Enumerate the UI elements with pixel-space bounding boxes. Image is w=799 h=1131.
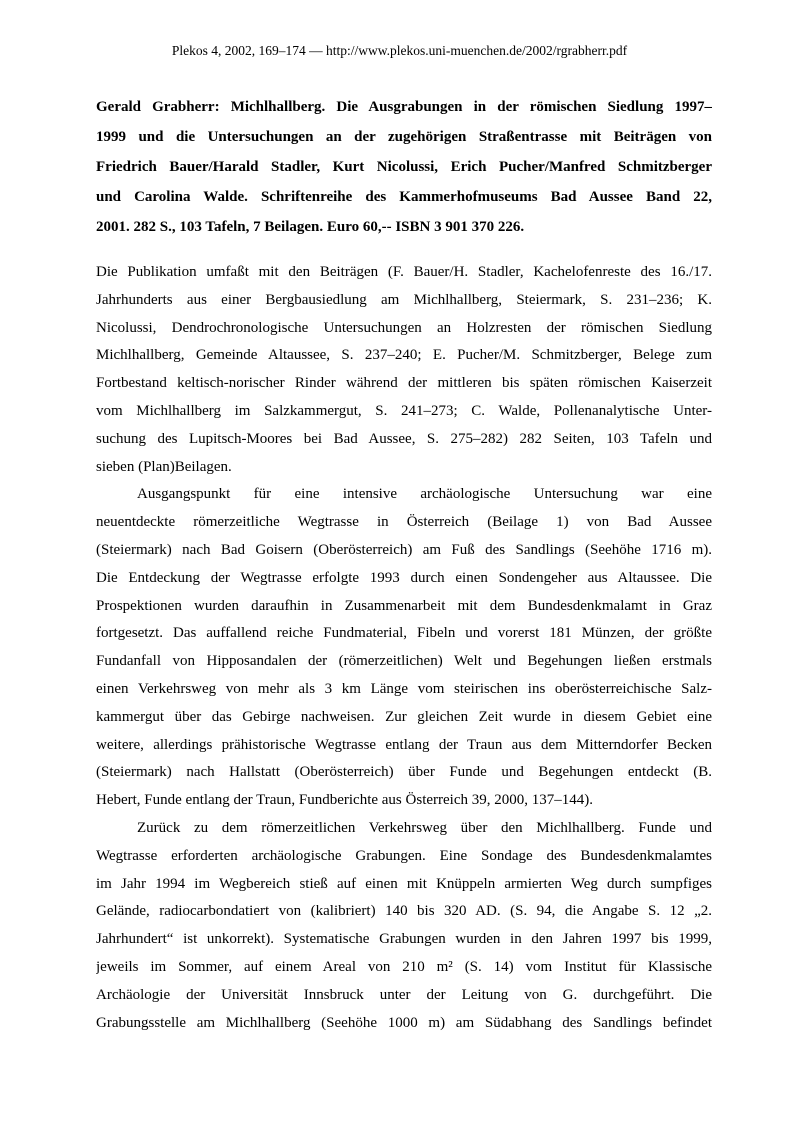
body-line: (Steiermark) nach Bad Goisern (Oberösterreich) am Fuß des Sandlings (Seehöhe 1716 m). — [96, 541, 712, 558]
body-line: Jahrhunderts aus einer Bergbausiedlung am Michlhallberg, Steiermark, S. 231–236; K. — [96, 291, 712, 308]
title-block — [96, 92, 712, 242]
body-line: fortgesetzt. Das auffallend reiche Fundmaterial, Fibeln und vorerst 181 Münzen, der größte — [96, 625, 712, 642]
paragraph-1 — [96, 259, 712, 481]
body-line: Grabungsstelle am Michlhallberg (Seehöhe 1000 m) am Südabhang des Sandlings befindet — [96, 1014, 712, 1031]
body-line: im Jahr 1994 im Wegbereich stieß auf einen mit Knüppeln armierten Weg durch sumpfiges — [96, 875, 712, 892]
body-line: Wegtrasse erforderten archäologische Grabungen. Eine Sondage des Bundesdenkmalamtes — [96, 847, 712, 864]
body-line: weitere, allerdings prähistorische Wegtrasse entlang der Traun aus dem Mitterndorfer Becken — [96, 736, 712, 753]
journal-header: Plekos 4, 2002, 169–174 — http://www.plekos.uni-muenchen.de/2002/rgrabherr.pdf — [171, 43, 628, 58]
body-line: Hebert, Funde entlang der Traun, Fundberichte aus Österreich 39, 2000, 137–144). — [96, 792, 593, 809]
body-line: Die Publikation umfaßt mit den Beiträgen (F. Bauer/H. Stadler, Kachelofenreste des 16./17. — [96, 264, 712, 280]
body-line: Archäologie der Universität Innsbruck unter der Leitung von G. durchgeführt. Die — [96, 986, 712, 1003]
body-line: kammergut über das Gebirge nachweisen. Zur gleichen Zeit wurde in diesem Gebiet eine — [96, 708, 712, 725]
body-line: Michlhallberg, Gemeinde Altaussee, S. 237–240; E. Pucher/M. Schmitzberger, Belege zum — [96, 347, 712, 364]
body-line: Fundanfall von Hipposandalen der (römerzeitlichen) Welt und Begehungen ließen erstmals — [96, 653, 712, 670]
body-line: Die Entdeckung der Wegtrasse erfolgte 1993 durch einen Sondengeher aus Altaussee. Die — [96, 569, 712, 586]
body-line: jeweils im Sommer, auf einem Areal von 210 m² (S. 14) vom Institut für Klassische — [96, 958, 712, 975]
paragraph-3 — [96, 815, 712, 1037]
body-line: (Steiermark) nach Hallstatt (Oberösterreich) über Funde und Begehungen entdeckt (B. — [96, 764, 712, 781]
title-line: 2001. 282 S., 103 Tafeln, 7 Beilagen. Euro 60,-- ISBN 3 901 370 226. — [96, 219, 525, 235]
body-line: Prospektionen wurden daraufhin in Zusammenarbeit mit dem Bundesdenkmalamt in Graz — [96, 597, 712, 614]
body-line: Zurück zu dem römerzeitlichen Verkehrsweg über den Michlhallberg. Funde und — [137, 819, 712, 836]
body-line: einen Verkehrsweg von mehr als 3 km Länge vom steirischen ins oberösterreichische Salz- — [96, 680, 712, 697]
title-line: und Carolina Walde. Schriftenreihe des Kammerhofmuseums Bad Aussee Band 22, — [96, 189, 712, 205]
title-line: 1999 und die Untersuchungen an der zugehörigen Straßentrasse mit Beiträgen von — [96, 129, 712, 145]
body-line: suchung des Lupitsch-Moores bei Bad Aussee, S. 275–282) 282 Seiten, 103 Tafeln und — [96, 430, 712, 447]
title-line: Friedrich Bauer/Harald Stadler, Kurt Nicolussi, Erich Pucher/Manfred Schmitzberger — [96, 159, 712, 175]
body-line: Ausgangspunkt für eine intensive archäologische Untersuchung war eine — [137, 486, 712, 503]
body-line: Jahrhundert“ ist unkorrekt). Systematische Grabungen wurden in den Jahren 1997 bis 1999, — [96, 931, 712, 948]
body-line: neuentdeckte römerzeitliche Wegtrasse in Österreich (Beilage 1) von Bad Aussee — [96, 514, 712, 531]
title-line: Gerald Grabherr: Michlhallberg. Die Ausgrabungen in der römischen Siedlung 1997– — [96, 99, 712, 115]
paragraph-2 — [96, 481, 712, 815]
body-line: Fortbestand keltisch-norischer Rinder während der mittleren bis späten römischen Kaiserzeit — [96, 375, 712, 392]
body-text — [96, 259, 712, 1037]
body-line: Nicolussi, Dendrochronologische Untersuchungen an Holzresten der römischen Siedlung — [96, 319, 712, 336]
body-line: Gelände, radiocarbondatiert von (kalibriert) 140 bis 320 AD. (S. 94, die Angabe S. 12 „2. — [96, 903, 712, 920]
body-line: vom Michlhallberg im Salzkammergut, S. 241–273; C. Walde, Pollenanalytische Unter- — [96, 402, 712, 419]
body-line: sieben (Plan)Beilagen. — [96, 458, 232, 475]
